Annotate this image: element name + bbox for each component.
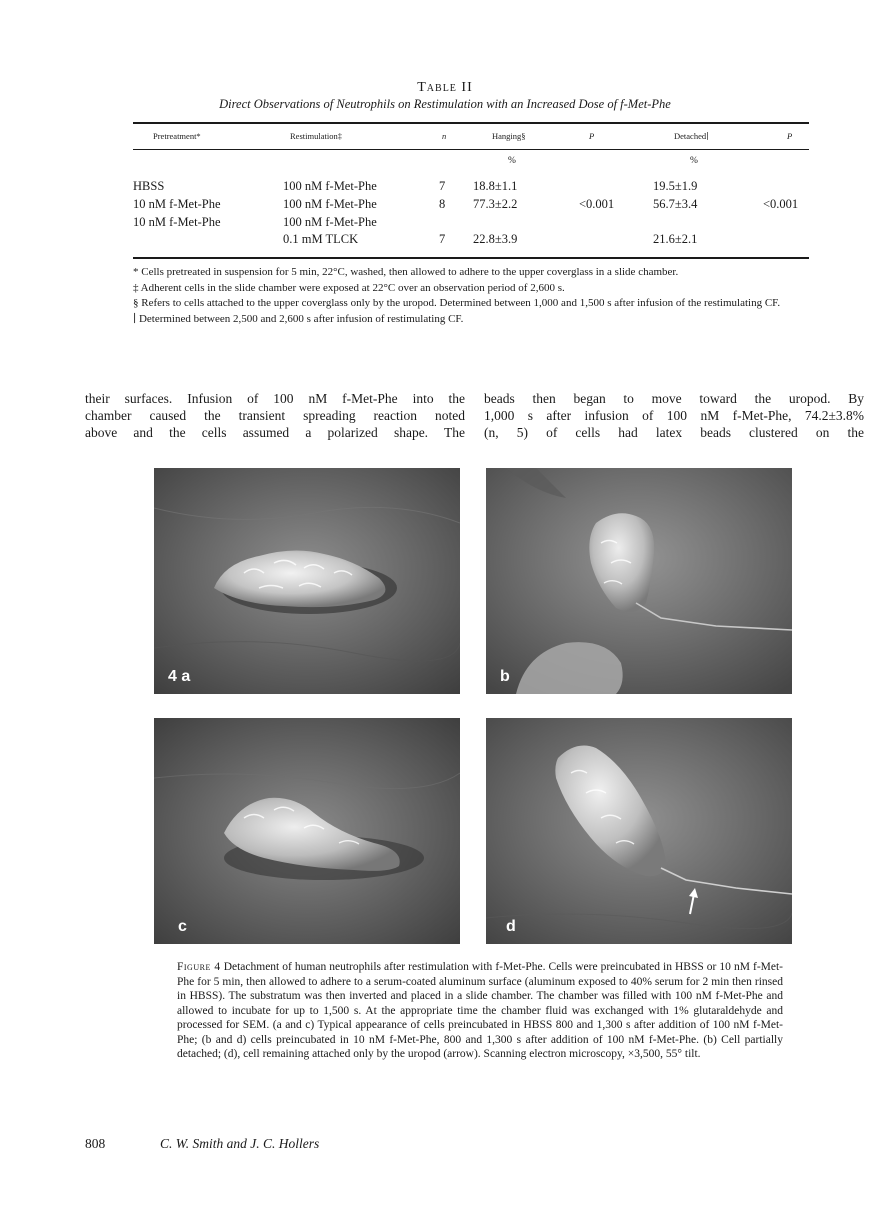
table-cell: HBSS — [133, 179, 165, 193]
body-column-left — [85, 390, 465, 441]
text-line: (n, 5) of cells had latex beads clustered on the — [484, 425, 864, 440]
figure-panel-a — [154, 468, 460, 694]
table-cell: 22.8±3.9 — [473, 232, 518, 246]
table-cell: 10 nM f-Met-Phe — [133, 197, 221, 211]
table-rule-top — [133, 122, 809, 124]
table-cell: 8 — [439, 197, 446, 211]
panel-label: 4 a — [168, 668, 191, 685]
text-line: beads then began to move toward the uropod. By — [484, 391, 864, 406]
table-cell: 56.7±3.4 — [653, 197, 698, 211]
table-footnotes — [133, 265, 813, 327]
table-cell: 21.6±2.1 — [653, 232, 698, 246]
micrograph-image — [486, 468, 792, 694]
panel-label: b — [500, 668, 510, 685]
header-detached: Detached∣ — [674, 131, 709, 141]
table-cell: <0.001 — [763, 197, 799, 211]
footnote: § Refers to cells attached to the upper coverglass only by the uropod. Determined between 1,000 and 1,500 s after infusion of the restimulating CF. — [133, 297, 781, 309]
figure-panel-d — [486, 718, 792, 944]
text-line: above and the cells assumed a polarized shape. The — [85, 425, 465, 440]
micrograph-image — [154, 718, 460, 944]
footnote: ‡ Adherent cells in the slide chamber were exposed at 22°C over an observation period of 2,600 s. — [133, 281, 565, 294]
table-cell: <0.001 — [579, 197, 615, 211]
unit-detached: % — [690, 156, 698, 166]
caption-lead: Figure 4 — [177, 961, 221, 973]
page-number: 808 — [85, 1136, 106, 1151]
figure-caption — [177, 960, 783, 1062]
text-line: their surfaces. Infusion of 100 nM f-Met-Phe into the — [85, 391, 465, 406]
micrograph-image — [486, 718, 792, 944]
table-cell: 19.5±1.9 — [653, 179, 698, 193]
text-line: chamber caused the transient spreading reaction noted — [85, 408, 465, 423]
table-cell: 100 nM f-Met-Phe — [283, 179, 377, 193]
micrograph-image — [154, 468, 460, 694]
header-restimulation: Restimulation‡ — [290, 131, 342, 141]
table-cell: 10 nM f-Met-Phe — [133, 215, 221, 229]
header-pretreatment: Pretreatment* — [153, 131, 201, 141]
table-cell: 7 — [439, 232, 446, 246]
header-p-detached: P — [787, 131, 793, 141]
table-cell: 18.8±1.1 — [473, 179, 518, 193]
footnote: ∣ Determined between 2,500 and 2,600 s after infusion of restimulating CF. — [133, 312, 464, 325]
header-n: n — [442, 131, 447, 141]
caption-text: Detachment of human neutrophils after restimulation with f-Met-Phe. Cells were preincubated in HBSS or 10 nM f-Met-Phe for 5 min, then allowed to adhere to a serum-coated aluminum surface (aluminum exposed to 40% serum for 2 min then rinsed in HBSS). The substratum was then inverted and placed in a slide chamber. The chamber was filled with 100 nM f-Met-Phe and allowed to incubate for up to 1,500 s. At the appropriate time the chamber fluid was exchanged with 1% glutaraldehyde and processed for SEM. (a and c) Typical appearance of cells preincubated in HBSS 800 and 1,300 s after addition of 100 nM f-Met-Phe; (b and d) cells preincubated in 10 nM f-Met-Phe, 800 and 1,300 s after addition of 100 nM f-Met-Phe. (b) Cell partially detached; (d), cell remaining attached only by the uropod (arrow). Scanning electron microscopy, ×3,500, 55° tilt. — [177, 961, 784, 1060]
running-authors: C. W. Smith and J. C. Hollers — [160, 1136, 320, 1151]
body-column-right — [484, 390, 864, 441]
figure-panel-b — [486, 468, 792, 694]
header-hanging: Hanging§ — [492, 131, 526, 141]
table-cell: 100 nM f-Met-Phe — [283, 215, 377, 229]
footnote: * Cells pretreated in suspension for 5 min, 22°C, washed, then allowed to adhere to the upper coverglass in a slide chamber. — [133, 266, 679, 278]
table-subtitle: Direct Observations of Neutrophils on Restimulation with an Increased Dose of f-Met-Phe — [219, 97, 671, 111]
panel-label: d — [506, 918, 516, 935]
table-cell: 77.3±2.2 — [473, 197, 518, 211]
header-p-hanging: P — [589, 131, 595, 141]
text-line: 1,000 s after infusion of 100 nM f-Met-Phe, 74.2±3.8% — [484, 408, 864, 423]
table-rule-header — [133, 149, 809, 150]
table-cell: 100 nM f-Met-Phe — [283, 197, 377, 211]
table-cell: 7 — [439, 179, 446, 193]
figure-panel-c — [154, 718, 460, 944]
table-rule-bottom — [133, 257, 809, 259]
table-cell: 0.1 mM TLCK — [283, 232, 359, 246]
panel-label: c — [178, 918, 187, 935]
unit-hanging: % — [508, 156, 516, 166]
table-title: Table II — [417, 80, 473, 95]
